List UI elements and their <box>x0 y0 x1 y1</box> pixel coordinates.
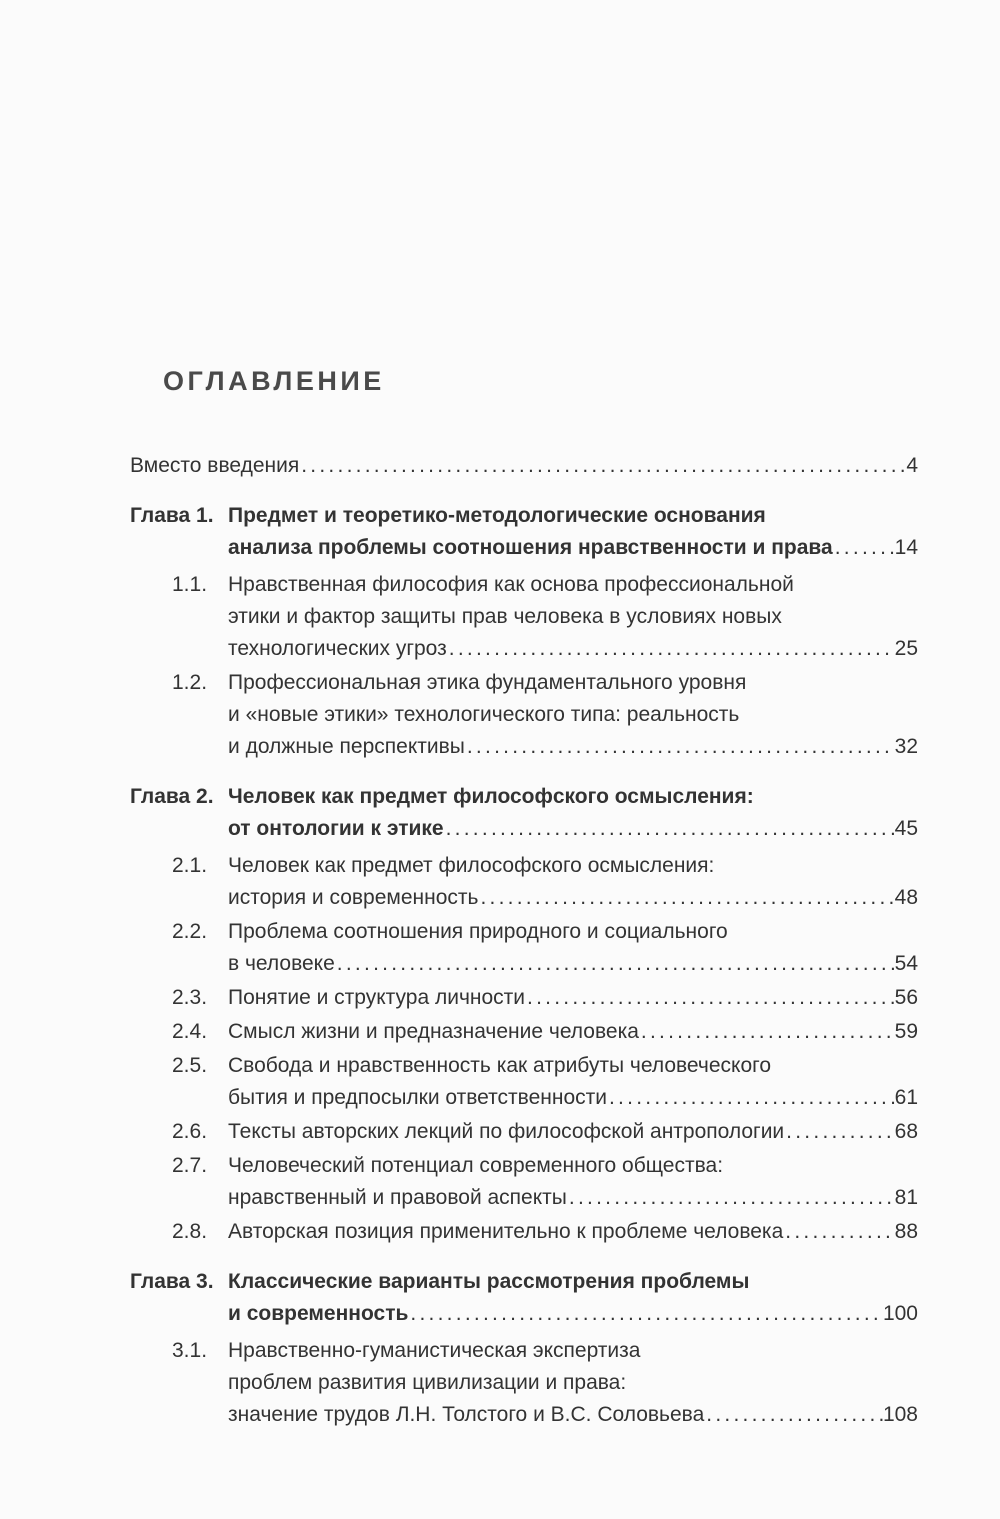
entry-number: Глава 2. <box>130 785 214 808</box>
toc-section-entry[interactable] <box>130 982 918 1014</box>
dot-leader <box>447 633 895 665</box>
toc-intro-entry[interactable] <box>130 450 918 482</box>
toc-chapter-entry[interactable] <box>130 500 918 564</box>
dot-leader <box>525 982 895 1014</box>
dot-leader <box>408 1298 883 1330</box>
page-number: 14 <box>894 536 918 559</box>
page-number: 4 <box>906 454 918 477</box>
entry-number: 2.8. <box>172 1220 208 1243</box>
entry-title-line: и должные перспективы <box>228 735 465 758</box>
entry-title-line: Предмет и теоретико-методологические основания <box>228 504 766 527</box>
dot-leader <box>783 1216 894 1248</box>
entry-title-line: Тексты авторских лекций по философской антропологии <box>228 1120 785 1143</box>
entry-title-line: и «новые этики» технологического типа: реальность <box>228 703 740 726</box>
entry-title-line: нравственный и правовой аспекты <box>228 1186 567 1209</box>
entry-title-line: в человеке <box>228 952 335 975</box>
entry-title-line: технологических угроз <box>228 637 447 660</box>
dot-leader <box>335 948 895 980</box>
entry-title-line: Проблема соотношения природного и социального <box>228 920 728 943</box>
entry-title-line: анализа проблемы соотношения нравственности и права <box>228 536 833 559</box>
toc-section-entry[interactable] <box>130 1216 918 1248</box>
page-title: ОГЛАВЛЕНИЕ <box>163 366 385 396</box>
toc-section-entry[interactable] <box>130 1050 918 1114</box>
toc-section-entry[interactable] <box>130 1335 918 1431</box>
page-number: 61 <box>894 1086 918 1109</box>
entry-title-line: Человеческий потенциал современного общества: <box>228 1154 724 1177</box>
entry-title-line: Вместо введения <box>130 454 300 477</box>
entry-number: 2.6. <box>172 1120 208 1143</box>
dot-leader <box>567 1182 895 1214</box>
dot-leader <box>607 1082 895 1114</box>
entry-number: 3.1. <box>172 1339 208 1362</box>
toc-chapter-entry[interactable] <box>130 1266 918 1330</box>
entry-title-line: Авторская позиция применительно к проблеме человека <box>228 1220 784 1243</box>
page-number: 68 <box>894 1120 918 1143</box>
dot-leader <box>478 882 894 914</box>
page-number: 59 <box>894 1020 918 1043</box>
entry-title-line: значение трудов Л.Н. Толстого и В.С. Соловьева <box>228 1403 705 1426</box>
entry-number: Глава 1. <box>130 504 214 527</box>
entry-title-line: Человек как предмет философского осмысления: <box>228 854 715 877</box>
entry-title-line: Нравственно-гуманистическая экспертиза <box>228 1339 641 1362</box>
table-of-contents <box>130 450 918 1431</box>
toc-section-entry[interactable] <box>130 916 918 980</box>
toc-section-entry[interactable] <box>130 1116 918 1148</box>
entry-number: 2.4. <box>172 1020 208 1043</box>
page-number: 56 <box>894 986 918 1009</box>
entry-title-line: от онтологии к этике <box>228 817 444 840</box>
entry-number: 2.5. <box>172 1054 208 1077</box>
entry-number: Глава 3. <box>130 1270 214 1293</box>
dot-leader <box>784 1116 894 1148</box>
entry-title-line: Профессиональная этика фундаментального уровня <box>228 671 747 694</box>
page-number: 45 <box>894 817 918 840</box>
toc-section-entry[interactable] <box>130 667 918 763</box>
entry-title-line: Человек как предмет философского осмысления: <box>228 785 754 808</box>
page-number: 25 <box>894 637 918 660</box>
page-number: 88 <box>894 1220 918 1243</box>
page-number: 81 <box>894 1186 918 1209</box>
dot-leader <box>833 532 895 564</box>
entry-number: 1.2. <box>172 671 208 694</box>
toc-section-entry[interactable] <box>130 850 918 914</box>
page-number: 48 <box>894 886 918 909</box>
entry-number: 1.1. <box>172 573 208 596</box>
entry-title-line: Классические варианты рассмотрения проблемы <box>228 1270 750 1293</box>
entry-title-line: проблем развития цивилизации и права: <box>228 1371 627 1394</box>
dot-leader <box>444 813 895 845</box>
toc-section-entry[interactable] <box>130 569 918 665</box>
entry-title-line: Свобода и нравственность как атрибуты человеческого <box>228 1054 772 1077</box>
entry-number: 2.2. <box>172 920 208 943</box>
entry-title-line: бытия и предпосылки ответственности <box>228 1086 607 1109</box>
page-number: 32 <box>894 735 918 758</box>
entry-title-line: Смысл жизни и предназначение человека <box>228 1020 639 1043</box>
page-number: 100 <box>882 1302 918 1325</box>
entry-title-line: Нравственная философия как основа профессиональной <box>228 573 794 596</box>
entry-title-line: этики и фактор защиты прав человека в условиях новых <box>228 605 782 628</box>
page-number: 108 <box>882 1403 918 1426</box>
toc-chapter-entry[interactable] <box>130 781 918 845</box>
dot-leader <box>465 731 895 763</box>
entry-title-line: история и современность <box>228 886 479 909</box>
entry-number: 2.3. <box>172 986 208 1009</box>
toc-section-entry[interactable] <box>130 1016 918 1048</box>
entry-title-line: Понятие и структура личности <box>228 986 526 1009</box>
dot-leader <box>704 1399 883 1431</box>
page-number: 54 <box>894 952 918 975</box>
entry-number: 2.7. <box>172 1154 208 1177</box>
entry-title-line: и современность <box>228 1302 409 1325</box>
dot-leader <box>299 450 906 482</box>
entry-number: 2.1. <box>172 854 208 877</box>
toc-section-entry[interactable] <box>130 1150 918 1214</box>
dot-leader <box>639 1016 895 1048</box>
